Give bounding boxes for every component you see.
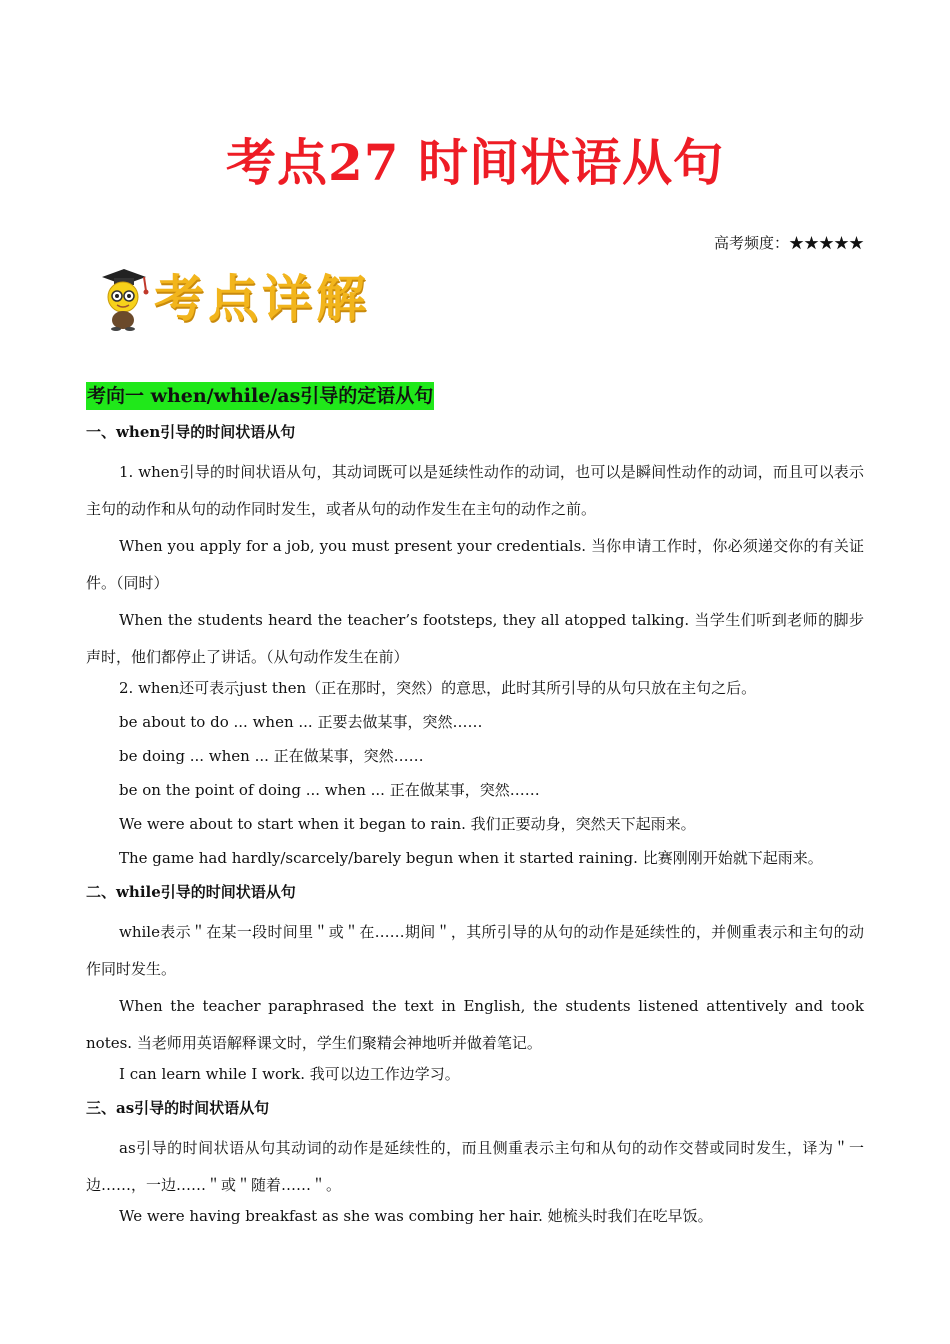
graduate-mascot-icon [94, 265, 152, 331]
exam-frequency: 高考频度：★★★★★ [713, 234, 864, 252]
section-banner [94, 265, 394, 335]
paragraph: as引导的时间状语从句其动词的动作是延续性的，而且侧重表示主句和从句的动作交替或同时发生，译为＂一边……，一边……＂或＂随着……＂。 [86, 1139, 864, 1194]
paragraph: When you apply for a job, you must present your credentials. 当你申请工作时，你必须递交你的有关证件。（同时） [86, 537, 864, 592]
section-heading: 考向一 when/while/as引导的定语从句 [86, 382, 434, 410]
banner-title: 考点详解 [154, 269, 370, 328]
paragraph: When the students heard the teacher’s footsteps, they all atopped talking. 当学生们听到老师的脚步声时，他们都停止了讲话。（从句动作发生在前） [86, 611, 864, 666]
paragraph: be on the point of doing ... when ... 正在做某事，突然…… [119, 781, 540, 799]
subheading-as: 三、as引导的时间状语从句 [86, 1099, 270, 1117]
paragraph: be about to do ... when ... 正要去做某事，突然…… [119, 713, 483, 731]
subheading-when: 一、when引导的时间状语从句 [86, 423, 296, 441]
page-title: 考点27 时间状语从句 [226, 133, 724, 192]
paragraph: while表示＂在某一段时间里＂或＂在……期间＂，其所引导的从句的动作是延续性的，并侧重表示和主句的动作同时发生。 [86, 923, 864, 978]
document-body [86, 420, 864, 1238]
paragraph: The game had hardly/scarcely/barely begun when it started raining. 比赛刚刚开始就下起雨来。 [119, 849, 823, 867]
paragraph: 1. when引导的时间状语从句，其动词既可以是延续性动作的动词，也可以是瞬间性动作的动词，而且可以表示主句的动作和从句的动作同时发生，或者从句的动作发生在主句的动作之前。 [86, 463, 864, 518]
paragraph: be doing ... when ... 正在做某事，突然…… [119, 747, 424, 765]
paragraph: 2. when还可表示just then（正在那时，突然）的意思，此时其所引导的从句只放在主句之后。 [119, 679, 757, 697]
paragraph: When the teacher paraphrased the text in English, the students listened attentively and took notes. 当老师用英语解释课文时，学生们聚精会神地听并做着笔记。 [86, 997, 864, 1052]
paragraph: We were having breakfast as she was combing her hair. 她梳头时我们在吃早饭。 [119, 1207, 713, 1225]
subheading-while: 二、while引导的时间状语从句 [86, 883, 296, 901]
paragraph: I can learn while I work. 我可以边工作边学习。 [119, 1065, 460, 1083]
paragraph: We were about to start when it began to rain. 我们正要动身，突然天下起雨来。 [119, 815, 696, 833]
